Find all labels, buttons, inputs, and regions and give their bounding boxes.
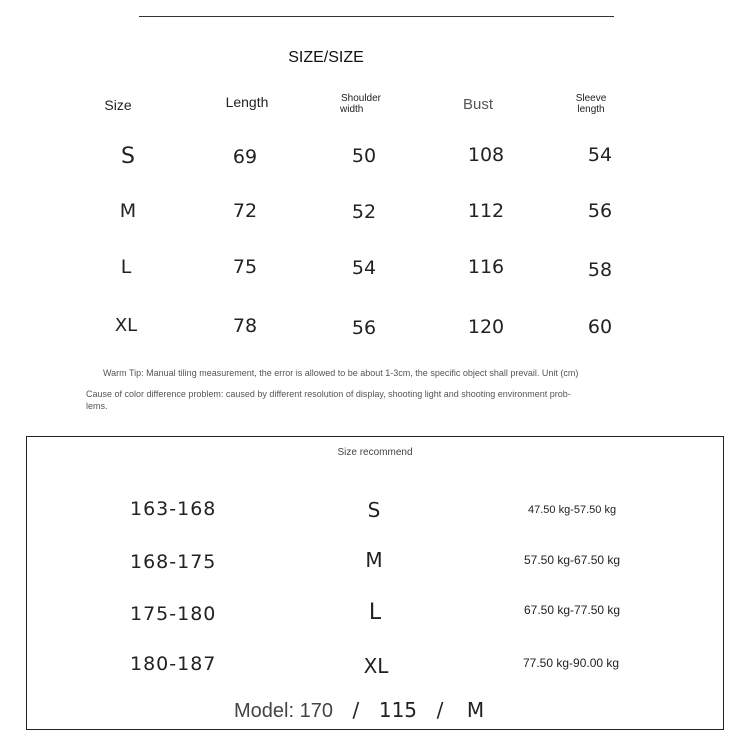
row-l-bust: 116 [467, 256, 505, 278]
recommend-size-1: S [367, 498, 381, 522]
row-m-sleeve: 56 [587, 200, 613, 222]
row-m-bust: 112 [467, 200, 505, 222]
recommend-size-2: M [365, 548, 383, 572]
model-slash-1: / [352, 698, 360, 722]
row-xl-bust: 120 [467, 316, 505, 338]
row-xl-length: 78 [232, 315, 258, 337]
header-shoulder-width [331, 93, 391, 115]
recommend-height-4: 180-187 [130, 653, 217, 675]
row-l-size: L [120, 256, 132, 278]
row-l-sleeve: 58 [587, 259, 613, 281]
row-s-size: S [121, 144, 135, 169]
page-title: SIZE/SIZE [288, 49, 364, 66]
recommend-height-3: 175-180 [130, 603, 217, 625]
model-label: Model: 170 [234, 700, 333, 722]
header-sleeve-line1: Sleeve [575, 93, 607, 104]
row-s-sleeve: 54 [587, 144, 613, 166]
header-bust: Bust [462, 96, 493, 113]
warm-tip: Warm Tip: Manual tiling measurement, the error is allowed to be about 1-3cm, the specific object shall prevail. Unit (cm) [103, 368, 579, 378]
row-xl-sleeve: 60 [587, 316, 613, 338]
header-shoulder-line1: Shoulder [340, 93, 382, 104]
model-slash-2: / [436, 698, 444, 722]
row-s-bust: 108 [467, 144, 505, 166]
recommend-height-2: 168-175 [130, 551, 217, 573]
recommend-weight-2: 57.50 kg-67.50 kg [524, 553, 621, 567]
row-m-length: 72 [232, 200, 258, 222]
header-sleeve-line2: length [577, 104, 605, 115]
model-line [234, 698, 484, 723]
row-l-length: 75 [232, 256, 258, 278]
color-note-line1: Cause of color difference problem: caused by different resolution of display, shooting light and shooting environment prob- [86, 389, 571, 399]
recommend-weight-4: 77.50 kg-90.00 kg [523, 656, 620, 670]
header-shoulder-line2: width [340, 104, 364, 115]
size-recommend-title: Size recommend [337, 447, 413, 458]
row-s-shoulder: 50 [351, 145, 377, 167]
recommend-weight-1: 47.50 kg-57.50 kg [528, 504, 617, 516]
model-size: M [466, 698, 485, 722]
header-length: Length [225, 94, 269, 110]
recommend-weight-3: 67.50 kg-77.50 kg [524, 603, 621, 617]
recommend-size-4: XL [363, 654, 389, 678]
row-m-size: M [119, 200, 137, 222]
color-note-line2: lems. [86, 401, 108, 411]
row-s-length: 69 [232, 146, 258, 168]
row-xl-size: XL [114, 315, 138, 336]
row-l-shoulder: 54 [351, 257, 377, 279]
recommend-size-3: L [368, 600, 382, 625]
row-m-shoulder: 52 [351, 201, 377, 223]
top-divider [139, 16, 614, 17]
recommend-height-1: 163-168 [130, 498, 217, 520]
header-size: Size [104, 97, 132, 113]
row-xl-shoulder: 56 [351, 317, 377, 339]
model-weight: 115 [378, 698, 418, 722]
size-recommend-box [26, 436, 724, 730]
header-sleeve-length [566, 93, 616, 115]
